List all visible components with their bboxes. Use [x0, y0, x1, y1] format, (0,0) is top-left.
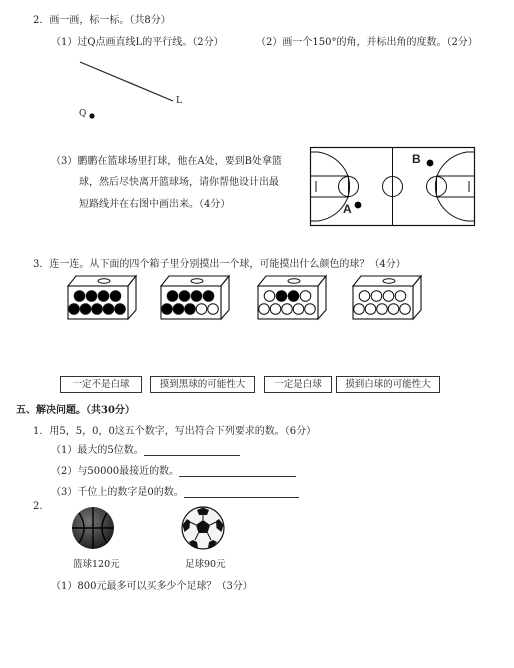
- label-b: B: [412, 152, 421, 166]
- white-ball: [208, 304, 219, 315]
- black-ball: [115, 304, 126, 315]
- black-ball: [203, 291, 214, 302]
- white-ball: [359, 291, 370, 302]
- q2-title: 2．画一画，标一标。（共8分）: [33, 15, 171, 26]
- white-ball: [259, 304, 270, 315]
- white-ball: [383, 291, 394, 302]
- choice-white-likely: 摸到白球的可能性大: [336, 376, 440, 393]
- football-label: 足球90元: [185, 559, 226, 570]
- black-ball: [179, 291, 190, 302]
- white-ball: [282, 304, 293, 315]
- black-ball: [103, 304, 114, 315]
- ball-box: [352, 274, 422, 320]
- choice-always-white: 一定是白球: [264, 376, 332, 393]
- white-ball: [371, 291, 382, 302]
- white-ball: [300, 291, 311, 302]
- white-ball: [395, 291, 406, 302]
- black-ball: [191, 291, 202, 302]
- black-ball: [167, 291, 178, 302]
- line-l-figure: [0, 0, 514, 140]
- black-ball: [288, 291, 299, 302]
- choice-black-likely: 摸到黑球的可能性大: [150, 376, 255, 393]
- black-ball: [185, 304, 196, 315]
- black-ball: [92, 304, 103, 315]
- black-ball: [162, 304, 173, 315]
- black-ball: [74, 291, 85, 302]
- q2-sub1: （1）过Q点画直线L的平行线。（2分）: [51, 37, 224, 48]
- p1-c-text: （3）千位上的数字是0的数。: [51, 487, 184, 498]
- p2-number: 2.: [33, 501, 43, 512]
- white-ball: [293, 304, 304, 315]
- p1-c: [51, 483, 299, 498]
- q2-sub2: （2）画一个150°的角，并标出角的度数。（2分）: [256, 37, 478, 48]
- p1-title: 1．用5，5，0，0这五个数字，写出符合下列要求的数。（6分）: [33, 426, 317, 437]
- basketball-court: [310, 147, 475, 226]
- white-ball: [264, 291, 275, 302]
- q2-sub3-line2: 球，然后尽快离开篮球场，请你帮他设计出最: [79, 177, 279, 188]
- black-ball: [86, 291, 97, 302]
- answer-line: [144, 445, 240, 456]
- answer-line: [184, 487, 299, 498]
- label-l: L: [176, 96, 182, 106]
- white-ball: [365, 304, 376, 315]
- section5-title: 五、解决问题。（共30分）: [16, 405, 135, 416]
- black-ball: [69, 304, 80, 315]
- basketball-label: 篮球120元: [73, 559, 120, 570]
- label-a: A: [343, 202, 352, 216]
- answer-line: [179, 466, 296, 477]
- white-ball: [354, 304, 365, 315]
- ball-box: [257, 274, 327, 320]
- ball-box: [160, 274, 230, 320]
- black-ball: [98, 291, 109, 302]
- black-ball: [110, 291, 121, 302]
- black-ball: [276, 291, 287, 302]
- basketball-image: [71, 506, 115, 550]
- ball-box: [67, 274, 137, 320]
- black-ball: [80, 304, 91, 315]
- choice-never-white: 一定不是白球: [60, 376, 142, 393]
- q3-title: 3．连一连。从下面的四个箱子里分别摸出一个球，可能摸出什么颜色的球？（4分）: [33, 259, 406, 270]
- label-q: Q: [79, 109, 87, 119]
- white-ball: [388, 304, 399, 315]
- q2-sub3-line3: 短路线并在右图中画出来。（4分）: [79, 199, 231, 210]
- p1-a-text: （1）最大的5位数。: [51, 445, 144, 456]
- white-ball: [400, 304, 411, 315]
- p1-b-text: （2）与50000最接近的数。: [51, 466, 180, 477]
- football-image: [181, 506, 225, 550]
- white-ball: [196, 304, 207, 315]
- white-ball: [270, 304, 281, 315]
- white-ball: [305, 304, 316, 315]
- p1-a: [51, 441, 240, 456]
- white-ball: [377, 304, 388, 315]
- p1-b: [51, 462, 296, 477]
- q2-sub3-line1: （3）鹏鹏在篮球场里打球，他在A处，要到B处拿篮: [51, 156, 282, 167]
- p2-q1: （1）800元最多可以买多少个足球？（3分）: [51, 581, 253, 592]
- black-ball: [173, 304, 184, 315]
